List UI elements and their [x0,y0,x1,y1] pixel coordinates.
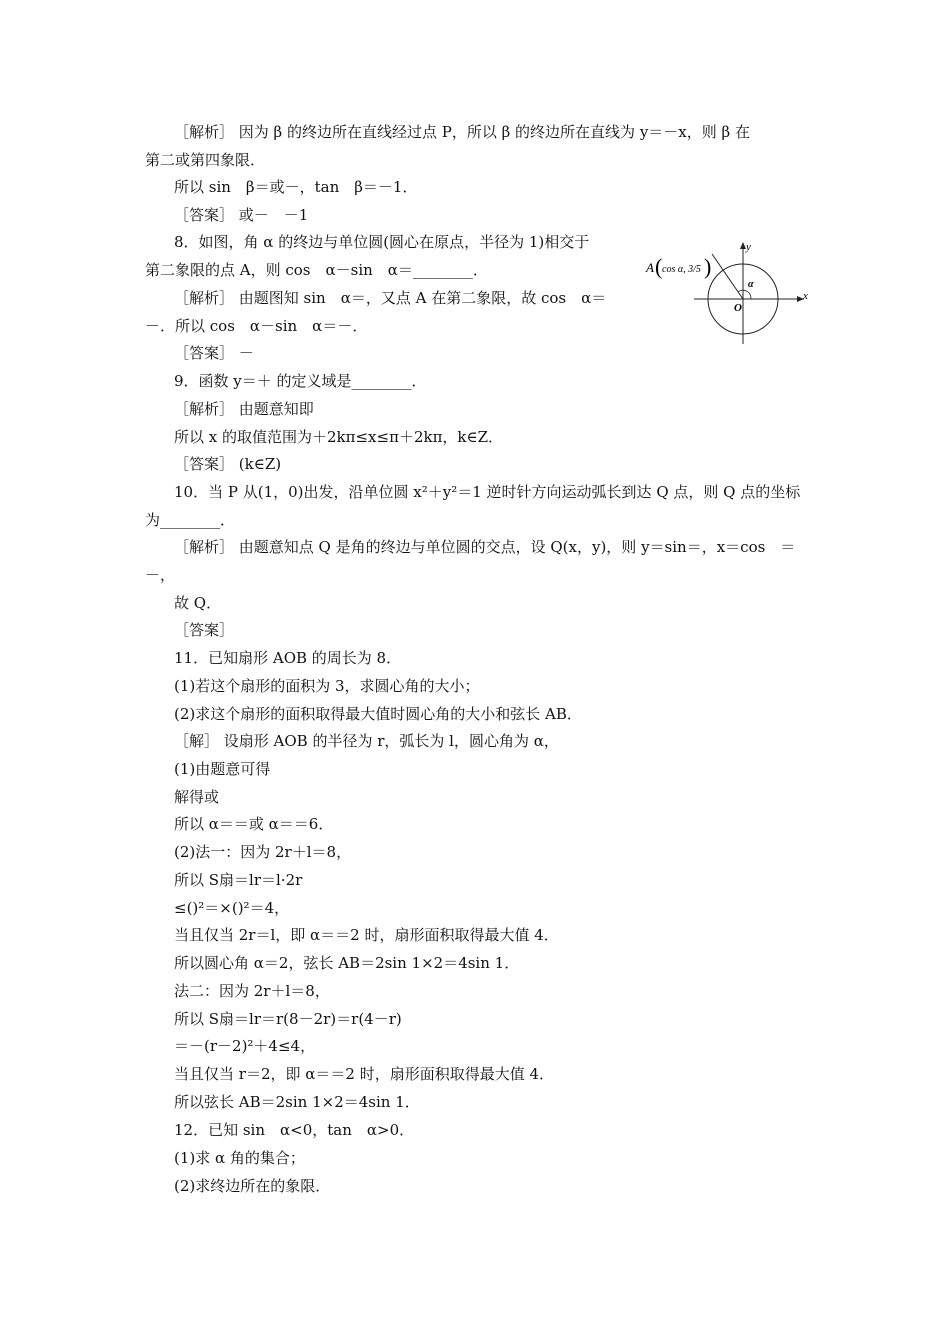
text-line: 12．已知 sin α<0，tan α>0． [174,1121,415,1139]
text-line: (2)求这个扇形的面积取得最大值时圆心角的大小和弦长 AB． [174,705,582,723]
text-line: 10．当 P 从(1，0)出发，沿单位圆 x²＋y²＝1 逆时针方向运动弧长到达 Q 点，则 Q 点的坐标 [174,483,801,501]
text-line: 所以 α＝＝或 α＝＝6． [174,815,334,833]
text-line: －， [145,566,176,584]
text-line: (2)求终边所在的象限． [174,1177,331,1195]
text-line: ［答案］ (k∈Z) [174,455,282,473]
text-line: 当且仅当 r＝2，即 α＝＝2 时，扇形面积取得最大值 4． [174,1065,555,1083]
text-line: 所以弦长 AB＝2sin 1×2＝4sin 1． [174,1093,420,1111]
text-line: 解得或 [174,788,220,806]
text-line: (2)法一：因为 2r＋l＝8， [174,843,352,861]
text-line: 法二：因为 2r＋l＝8， [174,982,330,1000]
point-paren-right: ) [704,254,712,279]
text-line: ≤()²＝×()²＝4， [174,899,290,917]
text-line: 第二象限的点 A，则 cos α－sin α＝________． [145,261,488,279]
angle-label: α [748,279,754,290]
origin-label: O [734,302,742,314]
unit-circle-figure [642,236,812,348]
text-line: 所以 x 的取值范围为＋2kπ≤x≤π＋2kπ，k∈Z． [174,428,504,446]
text-line: ＝－(r－2)²＋4≤4， [174,1037,316,1055]
point-label: A [646,260,654,275]
text-line: ［解析］ 由题意知即 [174,400,314,418]
text-line: ［解析］ 由题图知 sin α＝，又点 A 在第二象限，故 cos α＝ [174,289,607,307]
text-line: 故 Q． [174,594,222,612]
y-axis-label: y [746,241,751,253]
text-line: ［解］ 设扇形 AOB 的半径为 r，弧长为 l，圆心角为 α， [174,732,559,750]
text-line: 11．已知扇形 AOB 的周长为 8． [174,649,402,667]
text-line: 所以圆心角 α＝2，弦长 AB＝2sin 1×2＝4sin 1． [174,954,520,972]
text-line: ［答案］ 或－ －1 [174,206,309,224]
text-line: (1)求 α 角的集合； [174,1149,305,1167]
text-line: ［解析］ 由题意知点 Q 是角的终边与单位圆的交点，设 Q(x，y)，则 y＝sin＝，x＝cos ＝ [174,538,796,556]
text-line: (1)若这个扇形的面积为 3，求圆心角的大小； [174,677,480,695]
text-line: 所以 S扇＝lr＝l·2r [174,871,303,889]
text-line: ［答案］ － [174,344,254,362]
point-paren-left: ( [655,254,663,279]
text-line: 为________． [145,511,236,529]
text-line: 所以 S扇＝lr＝r(8－2r)＝r(4－r) [174,1010,402,1028]
text-line: 所以 sin β＝或－，tan β＝－1． [174,178,418,196]
text-line: 8．如图，角 α 的终边与单位圆(圆心在原点，半径为 1)相交于 [174,233,590,251]
text-line: －．所以 cos α－sin α＝－． [145,317,368,335]
point-coordinates: cos α, 3/5 [662,264,701,275]
text-line: 第二或第四象限． [145,151,266,169]
text-line: 当且仅当 2r＝l，即 α＝＝2 时，扇形面积取得最大值 4． [174,926,559,944]
text-line: ［解析］ 因为 β 的终边所在直线经过点 P，所以 β 的终边所在直线为 y＝－x，则 β 在 [174,123,750,141]
text-line: ［答案］ [174,621,235,639]
text-line: (1)由题意可得 [174,760,271,778]
text-line: 9．函数 y＝＋ 的定义域是________． [174,372,427,390]
x-axis-label: x [803,290,808,302]
